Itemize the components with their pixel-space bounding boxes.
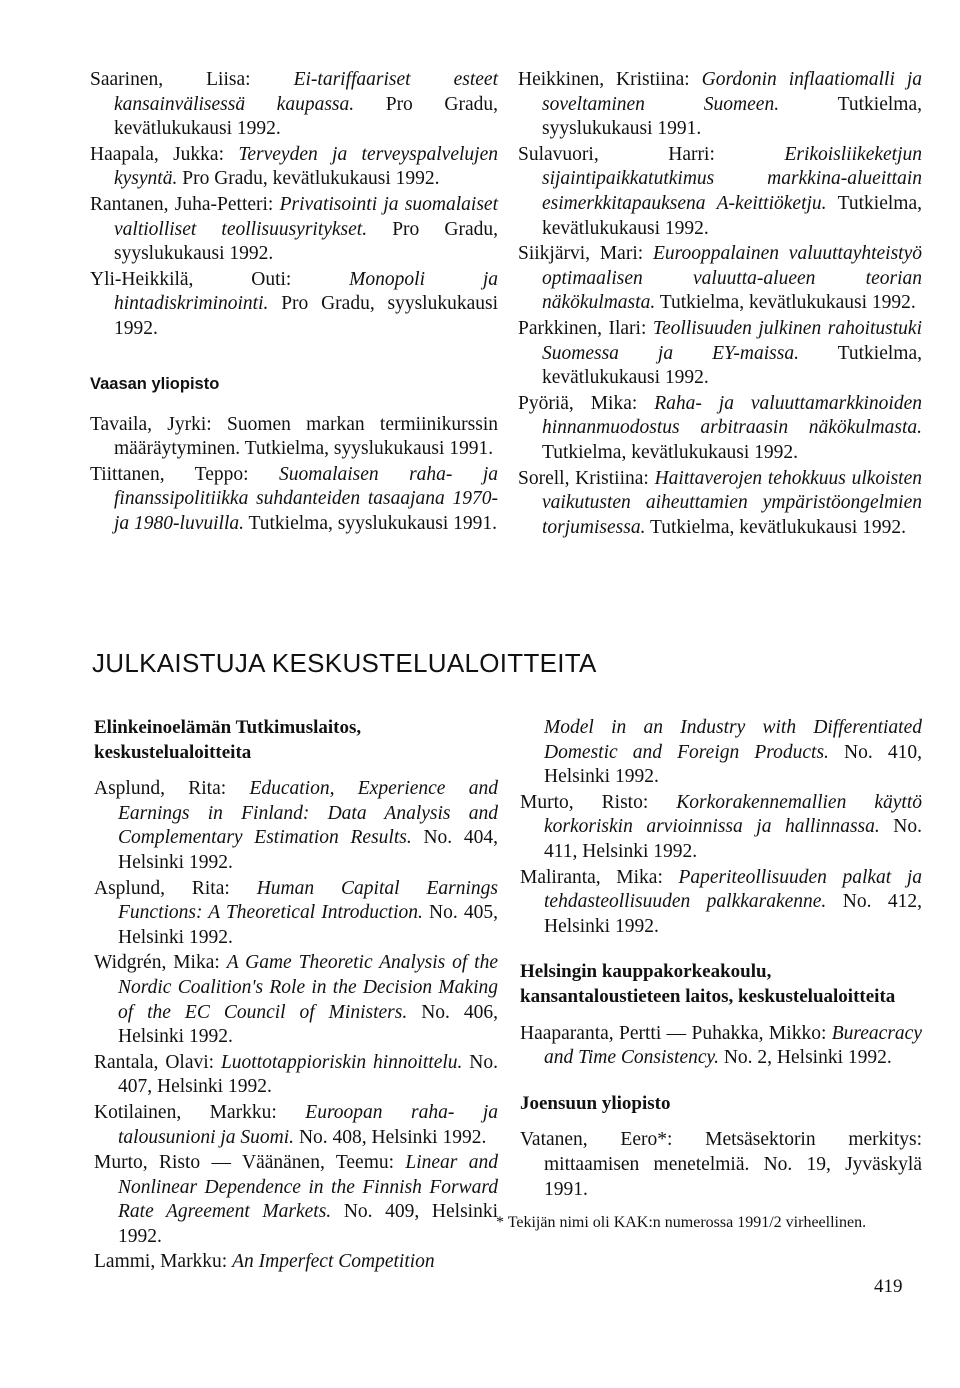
entry-author: Pyöriä, Mika: — [518, 392, 638, 414]
footnote: * Tekijän nimi oli KAK:n numerossa 1991/2 virheellinen. — [496, 1214, 867, 1232]
entry-details: No. 405, Helsinki 1992. — [118, 902, 499, 948]
entry-author: Asplund, Rita: — [94, 778, 227, 800]
entry-author: Haapala, Jukka: — [90, 143, 224, 165]
bibliography-entry — [518, 68, 922, 142]
entry-title: Bureacracy and Time Consistency. — [544, 1022, 922, 1069]
entry-author: Murto, Risto: — [520, 791, 649, 813]
entry-list — [520, 791, 922, 940]
entry-details: No. 407, Helsinki 1992. — [118, 1051, 498, 1098]
bibliography-entry — [518, 317, 922, 391]
entry-title: Erikoisliikeketjun sijaintipaikkatutkimus markkina-alueittain esimerkkitapauksena A-keittiöketju. — [542, 143, 922, 214]
entry-list — [520, 1022, 922, 1071]
entry-details: Tutkielma, kevätlukukausi 1992. — [659, 292, 916, 314]
entry-author: Rantala, Olavi: — [94, 1051, 215, 1073]
entry-author: Widgrén, Mika: — [94, 952, 220, 974]
entry-details: Pro Gradu, syyslukukausi 1992. — [114, 218, 498, 265]
bibliography-entry — [94, 1151, 498, 1249]
entry-author: Siikjärvi, Mari: — [518, 243, 644, 265]
entry-title: Human Capital Earnings Functions: A Theoretical Introduction. — [118, 877, 498, 924]
entry-author: Sorell, Kristiina: — [518, 467, 649, 489]
entry-title: Ei-tariffaariset esteet kansainvälisessä kaupassa. — [114, 69, 498, 115]
entry-details: Tutkielma, kevätlukukausi 1992. — [542, 192, 922, 239]
entry-author: Haaparanta, Pertti — Puhakka, Mikko: — [520, 1022, 827, 1044]
entry-details: Pro Gradu, kevätlukukausi 1992. — [114, 93, 499, 140]
bottom-right-column — [496, 716, 922, 1234]
entry-list — [94, 777, 498, 1275]
institution-heading: Vaasan yliopisto — [90, 374, 220, 393]
institution-heading: Helsingin kauppakorkeakoulu, kansantaloustieteen laitos, keskustelualoitteita — [520, 961, 896, 1007]
entry-details: No. 412, Helsinki 1992. — [544, 891, 922, 937]
entry-title: Luottotappioriskin hinnoittelu. — [220, 1051, 463, 1073]
entry-author: Tavaila, Jyrki: — [90, 413, 212, 435]
entry-title: Korkorakennemallien käyttö korkoriskin arvioinnissa ja hallinnassa. — [544, 791, 922, 838]
bibliography-entry — [520, 866, 922, 940]
entry-details: Pro Gradu, kevätlukukausi 1992. — [182, 168, 440, 190]
entry-details: No. 404, Helsinki 1992. — [118, 827, 498, 873]
entry-details: No. 408, Helsinki 1992. — [298, 1126, 487, 1148]
bibliography-entry — [94, 877, 498, 951]
entry-author: Asplund, Rita: — [94, 877, 230, 899]
bibliography-entry — [94, 777, 498, 875]
entry-author: Maliranta, Mika: — [520, 866, 663, 888]
bibliography-entry — [520, 1022, 922, 1071]
entry-list — [90, 413, 498, 537]
entry-title: Model in an Industry with Differentiated Domestic and Foreign Products. — [544, 717, 922, 763]
entry-author: Tiittanen, Teppo: — [90, 463, 249, 485]
bibliography-entry — [94, 951, 498, 1049]
entry-continuation — [520, 716, 922, 790]
entry-details: Tutkielma, syyslukukausi 1991. — [542, 93, 922, 140]
entry-title: Raha- ja valuuttamarkkinoiden hinnanmuodostus arbitraasin näkökulmasta. — [542, 392, 923, 439]
bibliography-entry — [518, 143, 922, 241]
bibliography-entry — [94, 1101, 498, 1150]
institution-heading: Joensuun yliopisto — [520, 1092, 671, 1114]
entry-title: Gordonin inflaatiomalli ja soveltaminen Suomeen. — [542, 69, 922, 115]
entry-author: Lammi, Markku: — [94, 1251, 228, 1273]
entry-list — [518, 68, 922, 540]
entry-title: Privatisointi ja suomalaiset valtiolliset teollisuusyritykset. — [114, 193, 498, 240]
entry-details: No. 409, Helsinki 1992. — [118, 1201, 498, 1247]
entry-author: Sulavuori, Harri: — [518, 143, 715, 165]
entry-title: Terveyden ja terveyspalvelujen kysyntä. — [114, 143, 498, 190]
entry-details: Pro Gradu, syyslukukausi 1992. — [114, 293, 499, 339]
institution-heading: Elinkeinoelämän Tutkimuslaitos, keskustelualoitteita — [94, 717, 362, 763]
entry-details: Tutkielma, kevätlukukausi 1992. — [542, 342, 922, 389]
entry-details: No. 411, Helsinki 1992. — [544, 816, 922, 862]
entry-title: Linear and Nonlinear Dependence in the Finnish Forward Rate Agreement Markets. — [118, 1152, 498, 1223]
entry-title: Education, Experience and Earnings in Finland: Data Analysis and Complementary Estimation Results. — [118, 778, 498, 849]
entry-details: No. 2, Helsinki 1992. — [723, 1047, 892, 1069]
top-left-column — [90, 68, 498, 538]
bibliography-entry — [90, 463, 498, 537]
entry-title: Monopoli ja hintadiskriminointi. — [114, 268, 498, 315]
bibliography-entry — [94, 1250, 498, 1275]
entry-title: Eurooppalainen valuuttayhteistyö optimaalisen valuutta-alueen teorian näkökulmasta. — [542, 243, 922, 314]
bibliography-entry — [90, 143, 498, 192]
bibliography-entry — [90, 193, 498, 267]
bibliography-entry — [90, 68, 498, 142]
entry-title: An Imperfect Competition — [232, 1251, 435, 1273]
bibliography-entry — [90, 413, 498, 462]
entry-list — [90, 68, 498, 342]
entry-details: No. 406, Helsinki 1992. — [118, 1001, 498, 1048]
entry-author: Murto, Risto — Väänänen, Teemu: — [94, 1152, 395, 1174]
entry-list — [520, 1128, 922, 1202]
section-heading: JULKAISTUJA KESKUSTELUALOITTEITA — [92, 648, 597, 678]
entry-details: Tutkielma, kevätlukukausi 1992. — [650, 516, 907, 538]
entry-author: Parkkinen, Ilari: — [518, 317, 647, 339]
entry-details: Suomen markan termiinikurssin määräytyminen. Tutkielma, syyslukukausi 1991. — [114, 413, 498, 460]
entry-title: Teollisuuden julkinen rahoitustuki Suomessa ja EY-maissa. — [542, 317, 922, 364]
entry-details: No. 410, Helsinki 1992. — [544, 741, 922, 788]
bibliography-entry — [90, 268, 498, 342]
entry-details: Metsäsektorin merkitys: mittaamisen menetelmiä. No. 19, Jyväskylä 1991. — [544, 1129, 922, 1200]
entry-author: Vatanen, Eero*: — [520, 1129, 673, 1151]
entry-details: Tutkielma, kevätlukukausi 1992. — [542, 441, 799, 463]
top-right-column — [518, 68, 922, 541]
entry-title: A Game Theoretic Analysis of the Nordic Coalition's Role in the Decision Making of the EC Council of Ministers. — [118, 952, 498, 1023]
bibliography-entry — [518, 242, 922, 316]
entry-details: Tutkielma, syyslukukausi 1991. — [248, 512, 497, 534]
entry-author: Saarinen, Liisa: — [90, 69, 251, 90]
page-number: 419 — [874, 1276, 903, 1297]
entry-author: Kotilainen, Markku: — [94, 1101, 277, 1123]
entry-title: Paperiteollisuuden palkat ja tehdasteollisuuden palkkarakenne. — [544, 866, 922, 913]
entry-title: Haittaverojen tehokkuus ulkoisten vaikutusten aiheuttamien ympäristöongelmien torjumisessa. — [542, 467, 922, 538]
entry-title: Euroopan raha- ja talousunioni ja Suomi. — [118, 1101, 498, 1148]
entry-author: Heikkinen, Kristiina: — [518, 69, 690, 90]
bibliography-entry — [520, 791, 922, 865]
entry-author: Yli-Heikkilä, Outi: — [90, 268, 292, 290]
bibliography-entry — [94, 1051, 498, 1100]
bottom-left-column — [94, 716, 498, 1276]
bibliography-entry — [520, 1128, 922, 1202]
bibliography-entry — [518, 392, 922, 466]
bibliography-entry — [518, 467, 922, 541]
entry-author: Rantanen, Juha-Petteri: — [90, 193, 274, 215]
entry-title: Suomalaisen raha- ja finanssipolitiikka suhdanteiden tasaajana 1970- ja 1980-luvuilla. — [114, 463, 499, 534]
